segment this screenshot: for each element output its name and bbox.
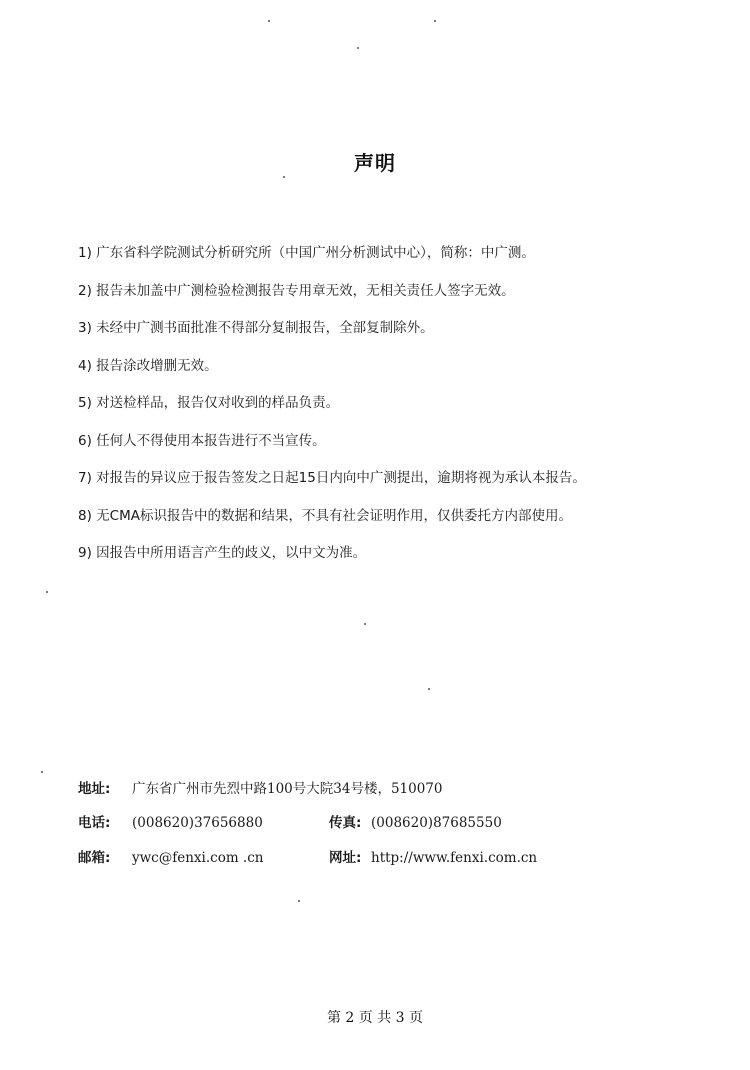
statement-item: 5) 对送检样品，报告仅对收到的样品负责。 (78, 395, 340, 411)
address-value: 广东省广州市先烈中路100号大院34号楼，510070 (132, 781, 443, 797)
email-row (78, 849, 538, 867)
phone-value: (008620)37656880 (132, 815, 263, 831)
scan-speck (434, 20, 436, 22)
statement-item: 9) 因报告中所用语言产生的歧义，以中文为准。 (78, 545, 367, 561)
statement-item: 2) 报告未加盖中广测检验检测报告专用章无效，无相关责任人签字无效。 (78, 282, 515, 299)
scan-speck (357, 47, 359, 49)
website-value: http://www.fenxi.com.cn (371, 850, 538, 866)
phone-row (78, 814, 502, 832)
scan-speck (298, 900, 300, 902)
scan-speck (364, 623, 366, 625)
scan-speck (268, 20, 270, 22)
address-label: 地址: (78, 781, 111, 797)
statement-item: 3) 未经中广测书面批准不得部分复制报告，全部复制除外。 (78, 320, 434, 336)
statement-item: 8) 无CMA标识报告中的数据和结果，不具有社会证明作用，仅供委托方内部使用。 (78, 507, 572, 524)
address-row (78, 780, 443, 798)
statement-item: 6) 任何人不得使用本报告进行不当宣传。 (78, 432, 326, 449)
statement-item: 4) 报告涂改增删无效。 (78, 357, 218, 374)
scan-speck (283, 176, 285, 178)
scan-speck (428, 688, 430, 690)
email-label: 邮箱: (78, 850, 111, 866)
page-number: 第 2 页 共 3 页 (326, 1010, 424, 1026)
page-title: 声明 (354, 151, 396, 175)
statement-item: 1) 广东省科学院测试分析研究所（中国广州分析测试中心），简称：中广测。 (78, 245, 535, 261)
phone-label: 电话: (78, 815, 111, 831)
statement-list (78, 244, 698, 582)
website-label: 网址: (329, 850, 362, 866)
email-value: ywc@fenxi.com .cn (132, 850, 264, 866)
fax-value: (008620)87685550 (371, 815, 502, 831)
fax-label: 传真: (329, 815, 362, 831)
scan-speck (46, 591, 48, 593)
statement-item: 7) 对报告的异议应于报告签发之日起15日内向中广测提出，逾期将视为承认本报告。 (78, 470, 586, 486)
scan-speck (41, 771, 43, 773)
